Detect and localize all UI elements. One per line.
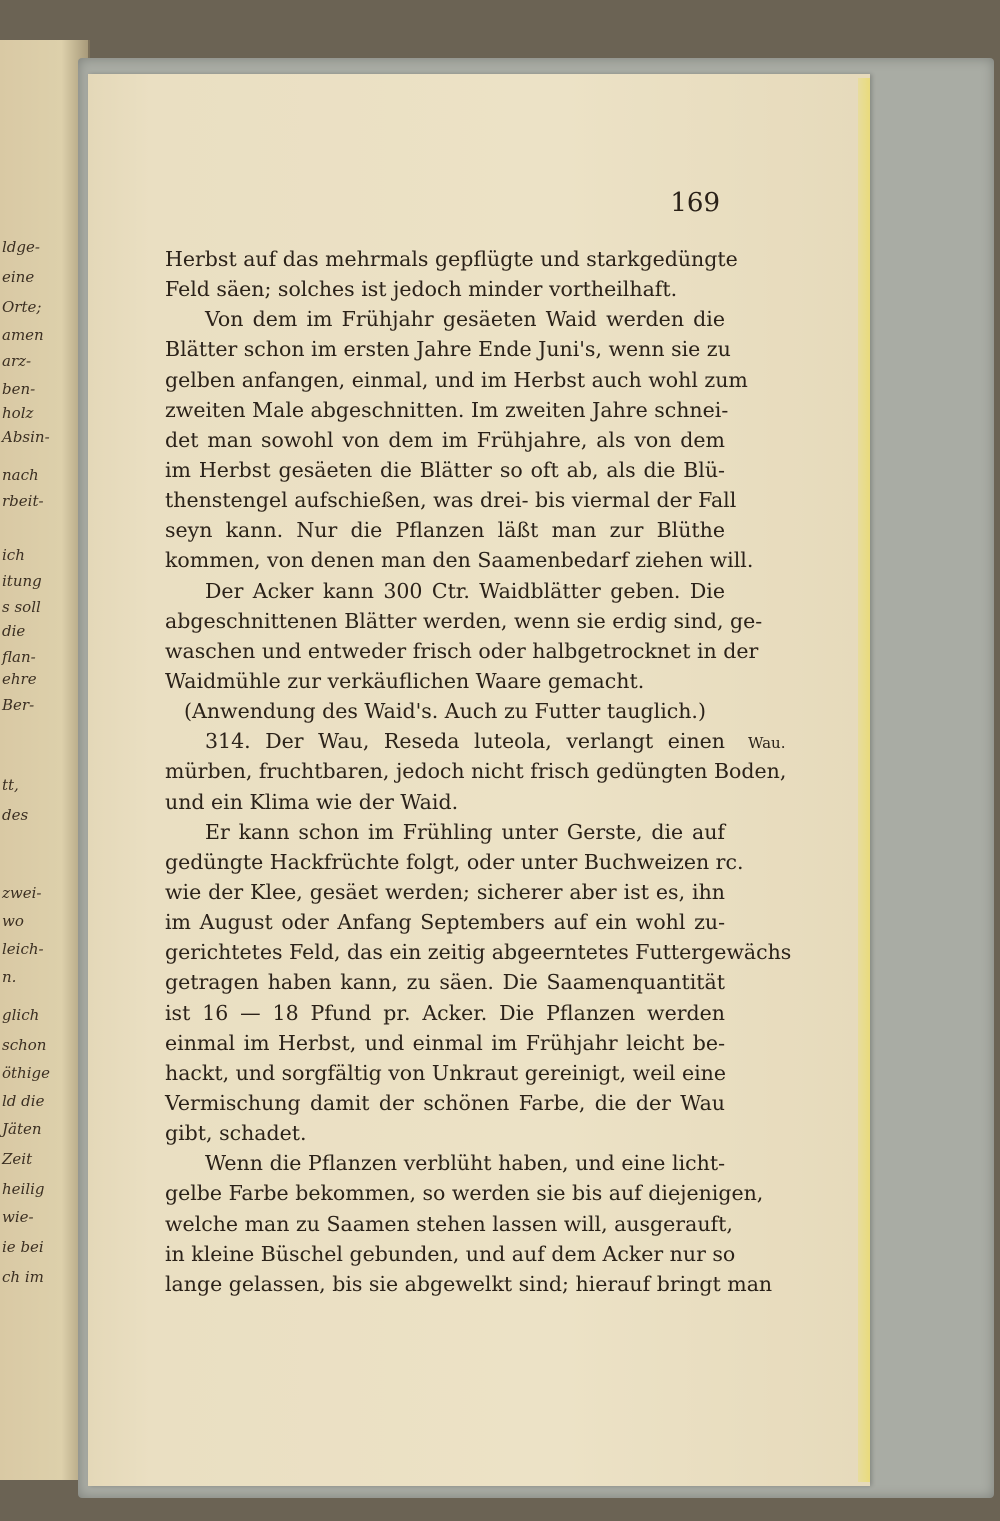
text-line: im August oder Anfang Septembers auf ein wohl zu- (165, 910, 725, 935)
facing-page-fragment: Orte; (2, 298, 42, 316)
facing-page-fragment: rbeit- (2, 492, 44, 510)
text-line: thenstengel aufschießen, was drei- bis viermal der Fall (165, 488, 737, 513)
margin-note: Wau. (748, 734, 786, 752)
facing-page-fragment: ld die (2, 1092, 45, 1110)
facing-page-fragment: schon (2, 1036, 47, 1054)
facing-page-fragment: amen (2, 326, 44, 344)
facing-page-fragment: wie- (2, 1208, 34, 1226)
facing-page-fragment: die (2, 622, 26, 640)
facing-page-fragment: glich (2, 1006, 40, 1024)
text-line: zweiten Male abgeschnitten. Im zweiten Jahre schnei- (165, 397, 729, 422)
text-line: gerichtetes Feld, das ein zeitig abgeerntetes Futtergewächs (165, 940, 792, 965)
facing-page-fragment: arz- (2, 352, 32, 370)
facing-page-fragment: ich (2, 546, 25, 564)
facing-page-fragment: Jäten (2, 1120, 42, 1138)
text-line: Blätter schon im ersten Jahre Ende Juni's, wenn sie zu (165, 337, 731, 362)
text-line: ist 16 — 18 Pfund pr. Acker. Die Pflanzen werden (165, 1000, 725, 1025)
text-line: gelbe Farbe bekommen, so werden sie bis auf diejenigen, (165, 1181, 764, 1206)
facing-page-fragment: n. (2, 968, 17, 986)
facing-page (0, 40, 90, 1480)
text-line: in kleine Büschel gebunden, und auf dem Acker nur so (165, 1241, 736, 1266)
text-line: Wenn die Pflanzen verblüht haben, und eine licht- (205, 1151, 725, 1176)
text-line: (Anwendung des Waid's. Auch zu Futter tauglich.) (184, 699, 706, 724)
facing-page-fragment: eine (2, 268, 35, 286)
text-line: Feld säen; solches ist jedoch minder vortheilhaft. (165, 277, 678, 302)
page-edge (858, 78, 870, 1482)
facing-page-fragment: zwei- (2, 884, 42, 902)
facing-page-fragment: Ber- (2, 696, 35, 714)
text-line: Waidmühle zur verkäuflichen Waare gemacht. (165, 668, 645, 693)
text-line: welche man zu Saamen stehen lassen will, ausgerauft, (165, 1211, 733, 1236)
text-line: Von dem im Frühjahr gesäeten Waid werden die (205, 307, 725, 332)
text-line: hackt, und sorgfältig von Unkraut gereinigt, weil eine (165, 1060, 726, 1085)
text-line: Er kann schon im Frühling unter Gerste, die auf (205, 819, 725, 844)
text-line: gelben anfangen, einmal, und im Herbst auch wohl zum (165, 367, 748, 392)
text-line: getragen haben kann, zu säen. Die Saamenquantität (165, 970, 725, 995)
facing-page-fragment: ehre (2, 670, 37, 688)
text-line: lange gelassen, bis sie abgewelkt sind; hierauf bringt man (165, 1271, 773, 1296)
facing-page-fragment: ch im (2, 1268, 44, 1286)
facing-page-fragment: itung (2, 572, 42, 590)
text-line: Herbst auf das mehrmals gepflügte und starkgedüngte (165, 247, 738, 271)
facing-page-fragment: Absin- (2, 428, 50, 446)
facing-page-fragment: ldge- (2, 238, 40, 256)
facing-page-fragment: heilig (2, 1180, 45, 1198)
body-text (165, 244, 792, 1299)
text-line: mürben, fruchtbaren, jedoch nicht frisch gedüngten Boden, (165, 759, 787, 784)
facing-page-fragment: des (2, 806, 29, 824)
facing-page-fragment: wo (2, 912, 24, 930)
text-line: seyn kann. Nur die Pflanzen läßt man zur Blüthe (165, 518, 725, 543)
text-line: gibt, schadet. (165, 1121, 307, 1146)
facing-page-fragment: s soll (2, 598, 41, 616)
facing-page-fragment: tt, (2, 776, 19, 794)
text-line: Der Acker kann 300 Ctr. Waidblätter geben. Die (205, 578, 725, 603)
text-line: wie der Klee, gesäet werden; sicherer aber ist es, ihn (165, 879, 725, 904)
text-line: waschen und entweder frisch oder halbgetrocknet in der (165, 638, 759, 663)
text-line: 314. Der Wau, Reseda luteola, verlangt einen (205, 729, 725, 754)
text-line: einmal im Herbst, und einmal im Frühjahr leicht be- (165, 1030, 725, 1055)
text-line: abgeschnittenen Blätter werden, wenn sie erdig sind, ge- (165, 608, 763, 633)
text-line: im Herbst gesäeten die Blätter so oft ab, als die Blü- (165, 457, 725, 482)
text-line: kommen, von denen man den Saamenbedarf ziehen will. (165, 548, 754, 573)
facing-page-fragment: ie bei (2, 1238, 44, 1256)
facing-page-fragment: öthige (2, 1064, 50, 1082)
text-line: det man sowohl von dem im Frühjahre, als von dem (165, 427, 725, 452)
text-line: und ein Klima wie der Waid. (165, 789, 459, 814)
text-line: Vermischung damit der schönen Farbe, die der Wau (165, 1090, 725, 1115)
page-number: 169 (670, 188, 720, 218)
facing-page-fragment: flan- (2, 648, 36, 666)
facing-page-fragment: nach (2, 466, 39, 484)
facing-page-fragment: Zeit (2, 1150, 33, 1168)
text-line: gedüngte Hackfrüchte folgt, oder unter Buchweizen rc. (165, 849, 744, 874)
facing-page-fragment: leich- (2, 940, 44, 958)
facing-page-fragment: holz (2, 404, 34, 422)
facing-page-fragment: ben- (2, 380, 36, 398)
